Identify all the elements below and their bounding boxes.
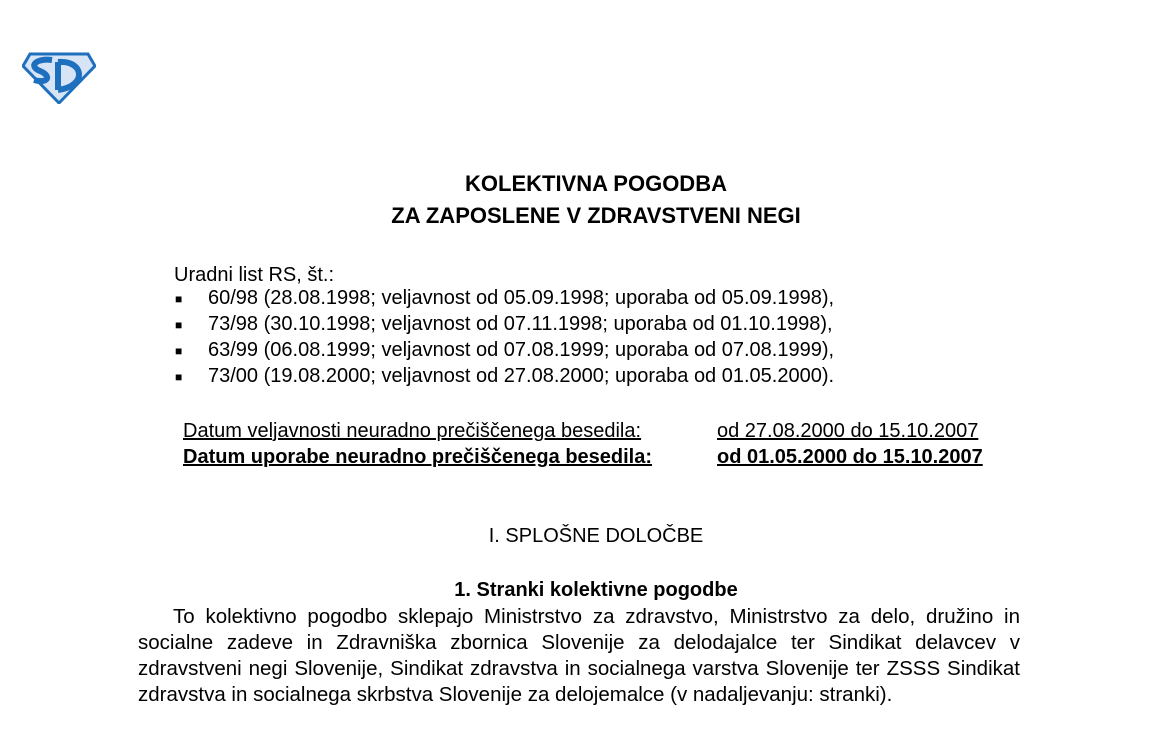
bullet-icon: ■: [175, 344, 183, 358]
bullet-icon: ■: [175, 292, 183, 306]
document-title-line-1: KOLEKTIVNA POGODBA: [465, 171, 727, 196]
list-item: [175, 313, 833, 335]
list-item: [175, 287, 835, 309]
section-heading: I. SPLOŠNE DOLOČBE: [488, 525, 704, 547]
bullet-icon: ■: [175, 318, 183, 332]
list-item-text: 73/98 (30.10.1998; veljavnost od 07.11.1998; uporaba od 01.10.1998),: [208, 313, 833, 335]
validity-date-label: Datum veljavnosti neuradno prečiščenega besedila:: [183, 420, 642, 442]
union-logo: [22, 50, 96, 104]
list-item-text: 73/00 (19.08.2000; veljavnost od 27.08.2000; uporaba od 01.05.2000).: [208, 365, 835, 387]
article-paragraph: To kolektivno pogodbo sklepajo Ministrstvo za zdravstvo, Ministrstvo za delo, družino in socialne zadeve in Zdravniška zbornica Slovenije za delodajalce ter Sindikat delavcev v zdravstveni negi Slovenije, Sindikat zdravstva in socialnega varstva Slovenije ter ZSSS Sindikat zdravstva in socialnega skrbstva Slovenije za delojemalce (v nadaljevanju: stranki).: [138, 605, 1020, 706]
gazette-label: Uradni list RS, št.:: [174, 264, 335, 286]
list-item-text: 63/99 (06.08.1999; veljavnost od 07.08.1999; uporaba od 07.08.1999),: [208, 339, 835, 361]
list-item: [175, 365, 835, 387]
bullet-icon: ■: [175, 370, 183, 384]
list-item: [175, 339, 835, 361]
validity-date-value: od 27.08.2000 do 15.10.2007: [717, 420, 979, 442]
article-heading: 1. Stranki kolektivne pogodbe: [454, 579, 738, 601]
list-item-text: 60/98 (28.08.1998; veljavnost od 05.09.1998; uporaba od 05.09.1998),: [208, 287, 835, 309]
use-date-label: Datum uporabe neuradno prečiščenega besedila:: [183, 446, 653, 468]
document-title-line-2: ZA ZAPOSLENE V ZDRAVSTVENI NEGI: [391, 203, 801, 228]
use-date-value: od 01.05.2000 do 15.10.2007: [717, 446, 983, 468]
